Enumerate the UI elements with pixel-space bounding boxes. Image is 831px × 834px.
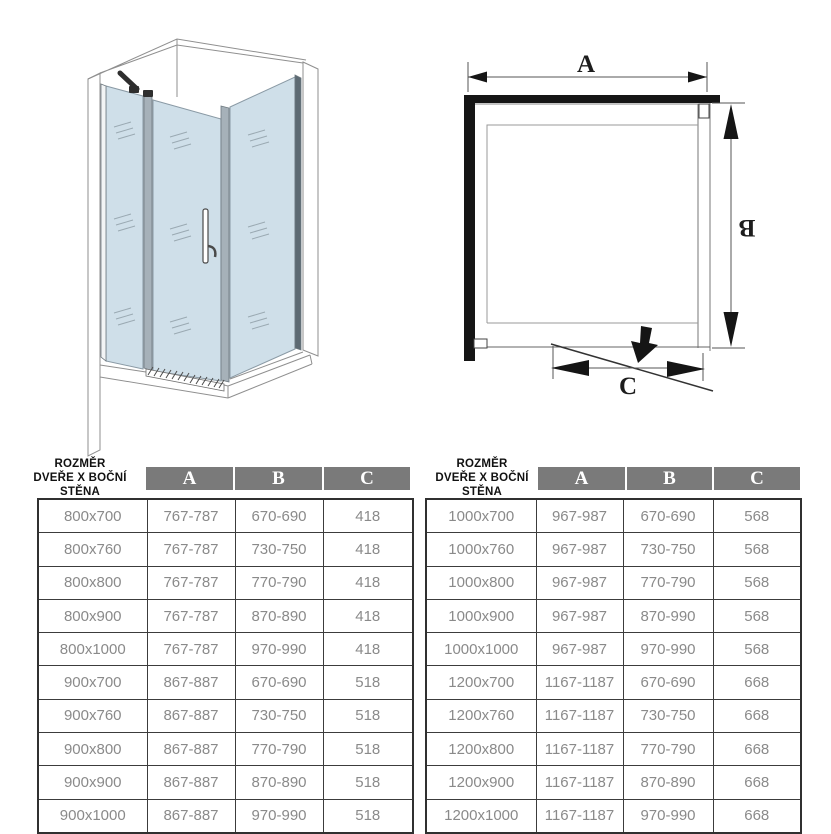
column-header-b: B [235,467,322,490]
hinge-post [144,95,152,371]
column-headers [146,467,410,490]
cell-a: 767-787 [147,499,235,533]
cell-a: 867-887 [147,799,235,833]
hinge-profile [474,339,487,348]
cell-size: 1200x760 [426,699,536,732]
cell-b: 870-990 [623,599,713,632]
side-glass-lines [698,103,710,351]
table-row [38,666,413,699]
table-title [418,457,546,499]
cell-a: 967-987 [536,499,623,533]
cell-a: 867-887 [147,699,235,732]
table-title-line1: ROZMĚR [54,458,106,470]
cell-a: 1167-1187 [536,699,623,732]
cell-c: 668 [713,766,801,799]
table-row [38,533,413,566]
table-row [38,566,413,599]
cell-a: 767-787 [147,633,235,666]
cell-size: 1200x1000 [426,799,536,833]
fixed-glass-panel [106,86,143,369]
table-row [426,566,801,599]
table-row [426,766,801,799]
cell-size: 1200x900 [426,766,536,799]
cell-size: 900x700 [38,666,147,699]
cell-size: 800x1000 [38,633,147,666]
cell-a: 867-887 [147,666,235,699]
top-view-dimension-diagram [440,35,831,405]
size-table-right [418,455,824,834]
cell-size: 800x760 [38,533,147,566]
enclosure-3d-diagram [80,30,330,405]
cell-a: 767-787 [147,599,235,632]
table-row [426,633,801,666]
cell-c: 668 [713,799,801,833]
cell-size: 1200x700 [426,666,536,699]
table-row [426,499,801,533]
cell-c: 568 [713,633,801,666]
table-title-line2: DVEŘE X BOČNÍ STĚNA [435,472,529,498]
cell-b: 670-690 [623,666,713,699]
cell-b: 970-990 [235,799,323,833]
table-row [38,799,413,833]
cell-b: 730-750 [623,533,713,566]
column-header-b: B [627,467,712,490]
table-row [38,733,413,766]
cell-size: 1000x900 [426,599,536,632]
door-glass-panel [153,100,221,381]
cell-b: 870-890 [235,599,323,632]
size-table [425,498,802,834]
cell-b: 870-890 [235,766,323,799]
dimension-a [468,51,707,92]
wall-profile [101,84,106,361]
cell-a: 967-987 [536,533,623,566]
cell-a: 1167-1187 [536,733,623,766]
cell-c: 518 [323,799,413,833]
cell-a: 967-987 [536,633,623,666]
top-wall-bar [468,95,720,103]
cell-c: 518 [323,733,413,766]
cell-b: 770-790 [623,733,713,766]
cell-b: 970-990 [623,633,713,666]
cell-a: 867-887 [147,733,235,766]
cell-size: 800x700 [38,499,147,533]
table-row [426,699,801,732]
cell-a: 1167-1187 [536,799,623,833]
cell-b: 970-990 [235,633,323,666]
table-row [38,599,413,632]
table-row [38,499,413,533]
left-wall-bar [464,95,475,361]
door-direction-arrow-icon [631,326,658,363]
cell-size: 1000x760 [426,533,536,566]
table-row [426,733,801,766]
table-row [426,799,801,833]
cell-b: 730-750 [235,699,323,732]
cell-b: 770-790 [235,733,323,766]
cell-size: 900x900 [38,766,147,799]
column-header-c: C [714,467,800,490]
cell-c: 668 [713,666,801,699]
cell-b: 770-790 [235,566,323,599]
cell-c: 418 [323,566,413,599]
cell-size: 1000x800 [426,566,536,599]
cell-c: 418 [323,533,413,566]
dimension-b [712,103,755,348]
cell-size: 800x800 [38,566,147,599]
cell-c: 418 [323,599,413,632]
table-row [426,533,801,566]
glass-outline [487,125,698,323]
corner-post [295,75,301,350]
column-header-c: C [324,467,410,490]
cell-size: 900x1000 [38,799,147,833]
table-row [38,633,413,666]
cell-b: 870-890 [623,766,713,799]
cell-c: 668 [713,699,801,732]
cell-size: 800x900 [38,599,147,632]
cell-b: 730-750 [235,533,323,566]
cell-c: 518 [323,766,413,799]
cell-b: 770-790 [623,566,713,599]
column-header-a: A [538,467,625,490]
cell-size: 1200x800 [426,733,536,766]
cell-c: 568 [713,599,801,632]
cell-a: 967-987 [536,599,623,632]
table-row [38,699,413,732]
side-wall-profile [699,104,709,118]
cell-c: 568 [713,566,801,599]
table-row [426,599,801,632]
dimension-a-label: A [576,51,596,78]
cell-a: 1167-1187 [536,766,623,799]
dimension-c-label: C [618,373,638,400]
table-title [12,457,148,499]
table-row [426,666,801,699]
column-header-a: A [146,467,233,490]
cell-c: 518 [323,699,413,732]
column-headers [538,467,800,490]
cell-a: 867-887 [147,766,235,799]
cell-b: 670-690 [235,499,323,533]
cell-b: 670-690 [235,666,323,699]
table-title-line1: ROZMĚR [456,458,508,470]
cell-b: 670-690 [623,499,713,533]
cell-size: 1000x700 [426,499,536,533]
cell-a: 767-787 [147,533,235,566]
cell-a: 1167-1187 [536,666,623,699]
cell-c: 518 [323,666,413,699]
side-glass-panel [230,77,295,378]
dimension-c [551,346,705,400]
cell-a: 767-787 [147,566,235,599]
cell-c: 668 [713,733,801,766]
cell-c: 568 [713,499,801,533]
cell-b: 970-990 [623,799,713,833]
cell-c: 418 [323,633,413,666]
cell-c: 418 [323,499,413,533]
cell-c: 568 [713,533,801,566]
size-table-left [8,455,414,834]
table-row [38,766,413,799]
cell-size: 900x800 [38,733,147,766]
table-title-line2: DVEŘE X BOČNÍ STĚNA [33,472,127,498]
size-table [37,498,414,834]
dimension-b-label: B [738,214,756,241]
cell-size: 1000x1000 [426,633,536,666]
cell-size: 900x760 [38,699,147,732]
cell-b: 730-750 [623,699,713,732]
door-post [221,106,229,382]
cell-a: 967-987 [536,566,623,599]
